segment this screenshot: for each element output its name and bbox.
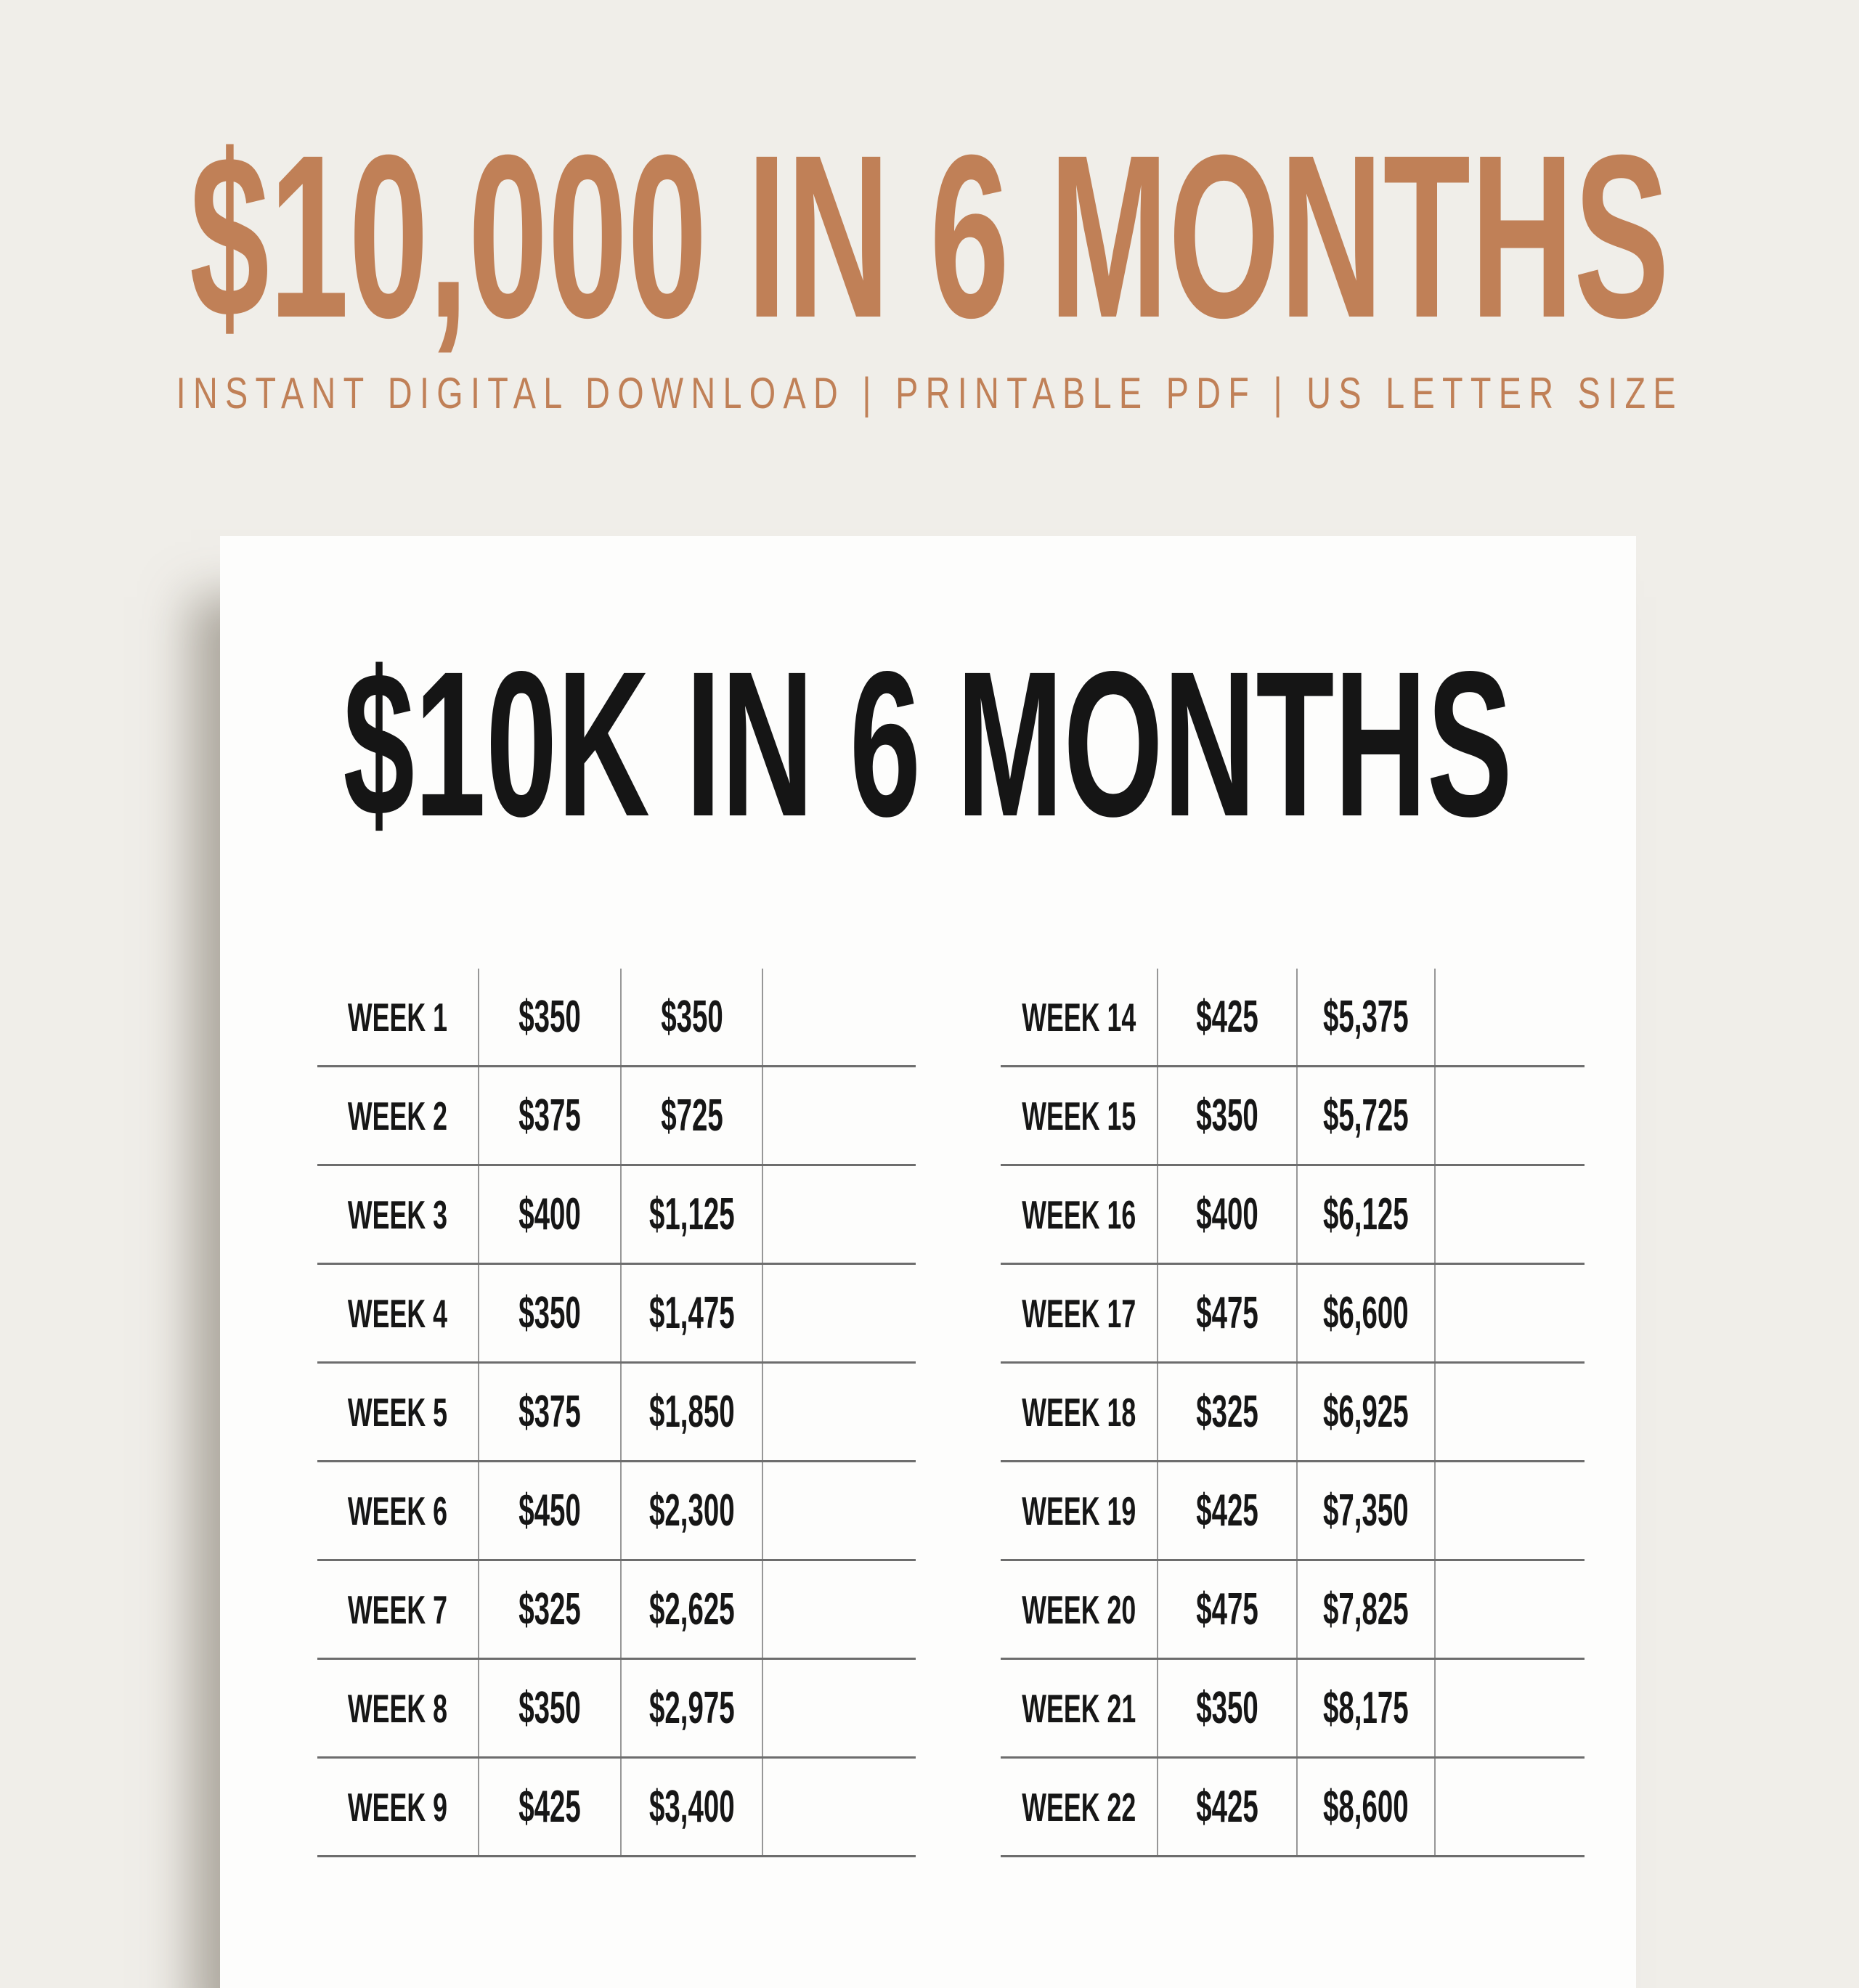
table-row (1001, 1067, 1585, 1166)
checkbox-cell (762, 1462, 916, 1559)
week-label-cell (317, 1462, 478, 1559)
running-total: $1,125 (648, 1189, 735, 1239)
table-row (1001, 1364, 1585, 1462)
weekly-amount-cell (478, 1660, 620, 1756)
weekly-amount: $350 (518, 1288, 581, 1338)
running-total-cell (620, 1660, 762, 1756)
weekly-amount-cell (1157, 1067, 1295, 1164)
weeks-table-right (1001, 969, 1585, 1857)
weekly-amount: $475 (1196, 1584, 1258, 1634)
running-total-cell (1296, 969, 1435, 1065)
running-total: $5,375 (1323, 992, 1409, 1042)
table-row (317, 1067, 916, 1166)
listing-title (0, 106, 1859, 366)
week-label: WEEK 17 (1022, 1290, 1136, 1336)
running-total: $7,825 (1323, 1584, 1409, 1634)
table-row (1001, 969, 1585, 1067)
week-label-cell (1001, 1660, 1157, 1756)
running-total-cell (620, 1166, 762, 1263)
week-label: WEEK 3 (347, 1191, 447, 1237)
weekly-amount-cell (478, 1265, 620, 1361)
week-label-cell (317, 1561, 478, 1658)
running-total: $8,175 (1323, 1683, 1409, 1733)
weekly-amount-cell (478, 969, 620, 1065)
week-label: WEEK 7 (347, 1586, 447, 1632)
table-row (317, 1364, 916, 1462)
running-total: $1,475 (648, 1288, 735, 1338)
week-label: WEEK 21 (1022, 1685, 1136, 1731)
week-label-cell (1001, 1364, 1157, 1460)
checkbox-cell (762, 1265, 916, 1361)
checkbox-cell (1434, 1462, 1585, 1559)
running-total: $1,850 (648, 1387, 735, 1437)
weekly-amount-cell (1157, 1265, 1295, 1361)
weekly-amount: $425 (518, 1782, 581, 1832)
week-label-cell (1001, 1759, 1157, 1855)
week-label: WEEK 22 (1022, 1784, 1136, 1830)
running-total-cell (620, 1265, 762, 1361)
table-row (317, 1759, 916, 1857)
weekly-amount: $450 (518, 1486, 581, 1536)
weekly-amount: $425 (1196, 992, 1258, 1042)
weekly-amount: $325 (1196, 1387, 1258, 1437)
checkbox-cell (1434, 1166, 1585, 1263)
weekly-amount-cell (1157, 1364, 1295, 1460)
table-row (1001, 1660, 1585, 1759)
weekly-amount-cell (1157, 1660, 1295, 1756)
weekly-amount: $425 (1196, 1782, 1258, 1832)
checkbox-cell (762, 1561, 916, 1658)
table-row (1001, 1462, 1585, 1561)
running-total-cell (1296, 1561, 1435, 1658)
checkbox-cell (1434, 1265, 1585, 1361)
table-row (1001, 1166, 1585, 1265)
weeks-table-left (317, 969, 916, 1857)
week-label-cell (1001, 1067, 1157, 1164)
running-total-cell (1296, 1067, 1435, 1164)
checkbox-cell (1434, 1759, 1585, 1855)
weekly-amount-cell (478, 1462, 620, 1559)
running-total-cell (1296, 1364, 1435, 1460)
table-row (317, 1462, 916, 1561)
weekly-amount-cell (478, 1067, 620, 1164)
table-row (317, 1166, 916, 1265)
checkbox-cell (1434, 969, 1585, 1065)
checkbox-cell (1434, 1660, 1585, 1756)
checkbox-cell (1434, 1561, 1585, 1658)
checkbox-cell (1434, 1364, 1585, 1460)
week-label-cell (317, 1364, 478, 1460)
running-total: $6,600 (1323, 1288, 1409, 1338)
week-label: WEEK 14 (1022, 994, 1136, 1040)
weekly-amount: $375 (518, 1091, 581, 1141)
listing-subtitle-text: INSTANT DIGITAL DOWNLOAD | PRINTABLE PDF | US LETTER SIZE (176, 369, 1683, 417)
checkbox-cell (762, 1364, 916, 1460)
running-total-cell (620, 1462, 762, 1559)
week-label: WEEK 20 (1022, 1586, 1136, 1632)
checkbox-cell (762, 1660, 916, 1756)
week-label: WEEK 6 (347, 1488, 447, 1533)
week-label: WEEK 5 (347, 1389, 447, 1435)
running-total: $2,975 (648, 1683, 735, 1733)
week-label-cell (1001, 1561, 1157, 1658)
running-total-cell (1296, 1166, 1435, 1263)
running-total-cell (1296, 1462, 1435, 1559)
week-label-cell (1001, 1462, 1157, 1559)
page-title-text: $10K IN 6 MONTHS (343, 629, 1513, 860)
listing-subtitle (0, 370, 1859, 417)
week-label-cell (1001, 1265, 1157, 1361)
weekly-amount: $400 (1196, 1189, 1258, 1239)
checkbox-cell (762, 1759, 916, 1855)
running-total: $2,625 (648, 1584, 735, 1634)
weekly-amount-cell (1157, 1462, 1295, 1559)
running-total: $5,725 (1323, 1091, 1409, 1141)
weekly-amount-cell (478, 1364, 620, 1460)
running-total: $8,600 (1323, 1782, 1409, 1832)
weekly-amount-cell (1157, 1561, 1295, 1658)
running-total-cell (620, 1067, 762, 1164)
checkbox-cell (1434, 1067, 1585, 1164)
week-label: WEEK 15 (1022, 1093, 1136, 1138)
table-row (317, 1561, 916, 1660)
checkbox-cell (762, 969, 916, 1065)
table-row (1001, 1265, 1585, 1364)
weekly-amount: $350 (518, 992, 581, 1042)
running-total: $3,400 (648, 1782, 735, 1832)
weekly-amount: $350 (1196, 1091, 1258, 1141)
running-total-cell (1296, 1265, 1435, 1361)
running-total: $6,925 (1323, 1387, 1409, 1437)
running-total-cell (1296, 1759, 1435, 1855)
weekly-amount-cell (478, 1759, 620, 1855)
checkbox-cell (762, 1166, 916, 1263)
week-label: WEEK 8 (347, 1685, 447, 1731)
table-row (1001, 1759, 1585, 1857)
table-row (1001, 1561, 1585, 1660)
week-label: WEEK 4 (347, 1290, 447, 1336)
running-total-cell (1296, 1660, 1435, 1756)
weekly-amount-cell (1157, 1166, 1295, 1263)
week-label: WEEK 1 (347, 994, 447, 1040)
listing-title-text: $10,000 IN 6 MONTHS (190, 106, 1669, 366)
table-row (317, 1660, 916, 1759)
running-total-cell (620, 1561, 762, 1658)
week-label-cell (317, 1265, 478, 1361)
running-total: $350 (660, 992, 723, 1042)
week-label-cell (1001, 969, 1157, 1065)
running-total: $7,350 (1323, 1486, 1409, 1536)
week-label: WEEK 9 (347, 1784, 447, 1830)
weekly-amount-cell (478, 1561, 620, 1658)
week-label: WEEK 16 (1022, 1191, 1136, 1237)
weekly-amount-cell (1157, 969, 1295, 1065)
week-label-cell (317, 1166, 478, 1263)
running-total: $2,300 (648, 1486, 735, 1536)
week-label-cell (317, 1067, 478, 1164)
weekly-amount: $350 (1196, 1683, 1258, 1733)
week-label-cell (317, 1660, 478, 1756)
checkbox-cell (762, 1067, 916, 1164)
table-row (317, 1265, 916, 1364)
running-total-cell (620, 969, 762, 1065)
week-label: WEEK 18 (1022, 1389, 1136, 1435)
week-label-cell (317, 969, 478, 1065)
week-label: WEEK 19 (1022, 1488, 1136, 1533)
weekly-amount: $325 (518, 1584, 581, 1634)
weekly-amount-cell (478, 1166, 620, 1263)
weekly-amount: $475 (1196, 1288, 1258, 1338)
weekly-amount: $400 (518, 1189, 581, 1239)
printable-page-mockup (220, 536, 1636, 1988)
week-label-cell (1001, 1166, 1157, 1263)
running-total-cell (620, 1364, 762, 1460)
table-row (317, 969, 916, 1067)
running-total: $6,125 (1323, 1189, 1409, 1239)
page-title (220, 536, 1636, 860)
running-total: $725 (660, 1091, 723, 1141)
weekly-amount-cell (1157, 1759, 1295, 1855)
weekly-amount: $350 (518, 1683, 581, 1733)
week-label-cell (317, 1759, 478, 1855)
weekly-amount: $425 (1196, 1486, 1258, 1536)
week-label: WEEK 2 (347, 1093, 447, 1138)
weekly-amount: $375 (518, 1387, 581, 1437)
running-total-cell (620, 1759, 762, 1855)
